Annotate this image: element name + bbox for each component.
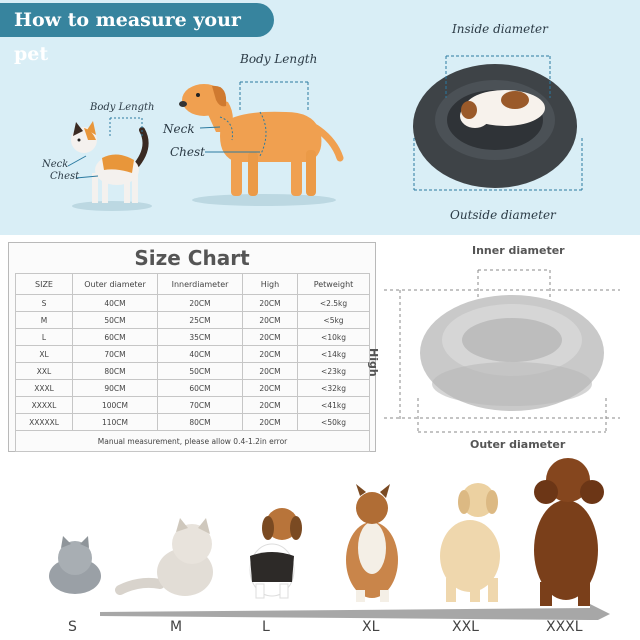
table-cell: <2.5kg — [298, 295, 370, 312]
collie-xl-figure — [346, 484, 398, 602]
table-cell: 70CM — [158, 397, 243, 414]
size-label-xxl: XXL — [452, 619, 479, 635]
table-cell: 20CM — [243, 414, 298, 431]
table-cell: <32kg — [298, 380, 370, 397]
outside-diameter-label: Outside diameter — [450, 208, 556, 222]
column-header: SIZE — [16, 274, 73, 295]
table-header-row — [16, 274, 370, 295]
table-cell: <14kg — [298, 346, 370, 363]
table-note-row — [16, 431, 370, 452]
table-cell: 80CM — [158, 414, 243, 431]
size-chart-body — [16, 295, 370, 452]
gray-bed-diagram — [384, 258, 634, 438]
inner-diameter-label: Inner diameter — [472, 244, 565, 257]
table-cell: 60CM — [158, 380, 243, 397]
column-header: Innerdiameter — [158, 274, 243, 295]
table-cell: XXXXL — [16, 397, 73, 414]
table-cell: 110CM — [73, 414, 158, 431]
table-cell: L — [16, 329, 73, 346]
size-label-s: S — [68, 619, 77, 635]
table-row — [16, 397, 370, 414]
table-cell: 20CM — [243, 380, 298, 397]
measurement-note: Manual measurement, please allow 0.4-1.2in error — [16, 431, 370, 452]
column-header: High — [243, 274, 298, 295]
golden-xxl-figure — [440, 483, 500, 602]
cat-body-length-label: Body Length — [90, 102, 155, 113]
table-cell: 40CM — [73, 295, 158, 312]
dog-neck-label: Neck — [163, 122, 195, 136]
table-cell: 35CM — [158, 329, 243, 346]
size-chart — [8, 242, 376, 452]
table-cell: 20CM — [243, 397, 298, 414]
bed-measure-lines — [410, 38, 590, 208]
table-cell: XL — [16, 346, 73, 363]
size-label-l: L — [262, 619, 270, 635]
table-cell: M — [16, 312, 73, 329]
table-cell: 100CM — [73, 397, 158, 414]
table-row — [16, 312, 370, 329]
table-cell: 20CM — [243, 329, 298, 346]
table-cell: 20CM — [243, 346, 298, 363]
table-cell: 20CM — [243, 312, 298, 329]
table-cell: 50CM — [158, 363, 243, 380]
table-cell: <41kg — [298, 397, 370, 414]
inside-diameter-label: Inside diameter — [452, 22, 548, 36]
table-cell: 80CM — [73, 363, 158, 380]
table-cell: 50CM — [73, 312, 158, 329]
size-label-xl: XL — [362, 619, 380, 635]
kitten-s-figure — [49, 536, 101, 594]
poodle-xxxl-figure — [534, 458, 604, 606]
table-row — [16, 295, 370, 312]
size-chart-table — [15, 273, 370, 452]
table-row — [16, 329, 370, 346]
table-cell: 90CM — [73, 380, 158, 397]
table-row — [16, 414, 370, 431]
table-cell: <50kg — [298, 414, 370, 431]
size-chart-title: Size Chart — [134, 246, 250, 270]
table-row — [16, 346, 370, 363]
table-cell: 25CM — [158, 312, 243, 329]
size-arrow — [100, 604, 610, 620]
table-cell: XXL — [16, 363, 73, 380]
outer-diameter-label: Outer diameter — [470, 438, 566, 451]
table-cell: 20CM — [243, 363, 298, 380]
size-label-xxxl: XXXL — [546, 619, 583, 635]
high-label: High — [367, 348, 380, 377]
table-cell: 60CM — [73, 329, 158, 346]
cat-neck-label: Neck — [42, 159, 69, 170]
table-cell: 40CM — [158, 346, 243, 363]
pet-size-illustrations — [0, 452, 640, 620]
column-header: Outer diameter — [73, 274, 158, 295]
table-cell: 70CM — [73, 346, 158, 363]
cat-m-figure — [120, 518, 213, 596]
table-row — [16, 363, 370, 380]
table-row — [16, 380, 370, 397]
dog-chest-label: Chest — [170, 145, 205, 159]
table-cell: <5kg — [298, 312, 370, 329]
dog-body-length-label: Body Length — [240, 52, 318, 66]
table-cell: <23kg — [298, 363, 370, 380]
beagle-l-figure — [250, 508, 302, 598]
measure-banner: How to measure your pet — [0, 3, 274, 37]
table-cell: 20CM — [243, 295, 298, 312]
table-cell: <10kg — [298, 329, 370, 346]
size-label-m: M — [170, 619, 183, 635]
cat-chest-label: Chest — [50, 171, 80, 182]
table-cell: XXXL — [16, 380, 73, 397]
table-cell: S — [16, 295, 73, 312]
column-header: Petweight — [298, 274, 370, 295]
table-cell: XXXXXL — [16, 414, 73, 431]
table-cell: 20CM — [158, 295, 243, 312]
